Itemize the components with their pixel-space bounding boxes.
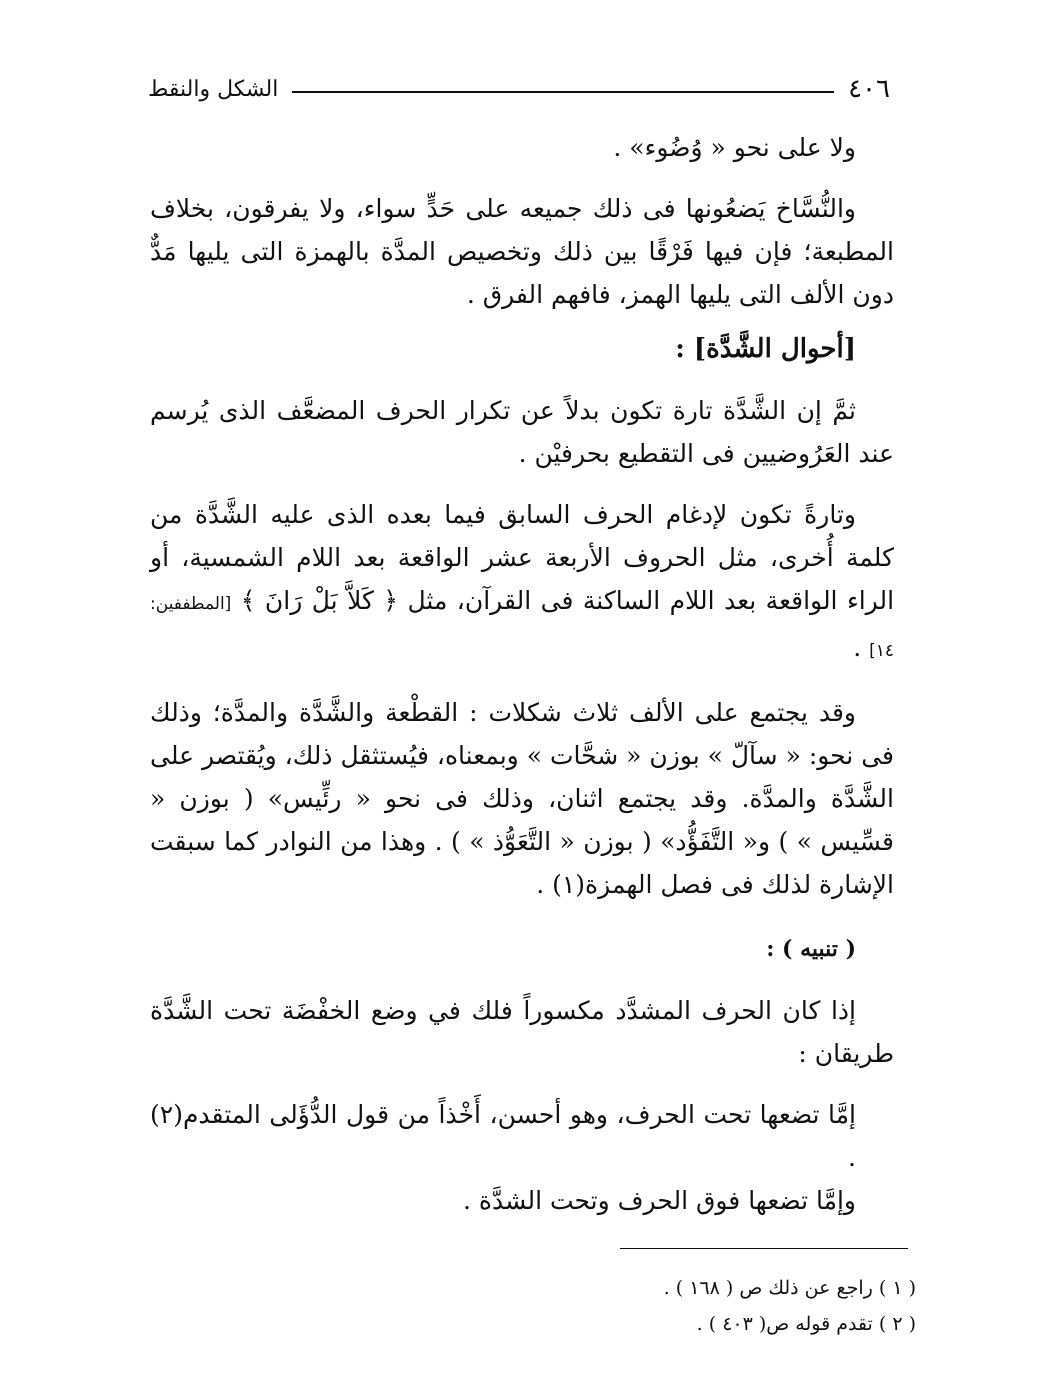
footnote-2: ( ٢ ) تقدم قوله ص( ٤٠٣ ) .: [696, 1313, 916, 1335]
paragraph-2: والنُّسَّاخ يَضعُونها فى ذلك جميعه على حَدٍّ سواء، ولا يفرقون، بخلاف المطبعة؛ فإن فيها فَرْقًا بين ذلك وتخصيص المدَّة بالهمزة التى يليها مَدٌّ دون الألف التى يليها الهمز، فافهم الفرق .: [150, 194, 894, 309]
footnote-rule: [620, 1248, 908, 1249]
body-text: [150, 126, 894, 1222]
paragraph-5: وقد يجتمع على الألف ثلاث شكلات : القطْعة والشَّدَّة والمدَّة؛ وذلك فى نحو: « سآلّ » بوزن « شحَّات » وبمعناه، فيُستثقل ذلك، ويُقتصر على الشَّدَّة والمدَّة. وقد يجتمع اثنان، وذلك فى نحو « رئِّيس» ( بوزن « قسِّيس » ) و« التَّفَؤُّد» ( بوزن « التَّعَوُّذ » ) . وهذا من النوادر كما سبقت الإشارة لذلك فى فصل الهمزة(١) .: [150, 698, 894, 899]
paragraph-1: ولا على نحو « وُضُوء» .: [613, 133, 856, 162]
paragraph-4-end: .: [853, 633, 870, 662]
running-title: الشكل والنقط: [148, 76, 279, 102]
footnote-1: ( ١ ) راجع عن ذلك ص ( ١٦٨ ) .: [663, 1277, 916, 1299]
paragraph-4-text: وتارةً تكون لإدغام الحرف السابق فيما بعده الذى عليه الشَّدَّة من كلمة أُخرى، مثل الحروف الأربعة عشر الواقعة بعد اللام الشمسية، أو الراء الواقعة بعد اللام الساكنة فى القرآن، مثل: [150, 500, 895, 615]
page-number: ٤٠٦: [848, 74, 890, 104]
quran-reference: [المطففين: ١٤]: [150, 594, 894, 661]
paragraph-6: إذا كان الحرف المشدَّد مكسوراً فلك في وضع الخفْضَة تحت الشَّدَّة طريقان :: [150, 996, 894, 1068]
footnotes: [500, 1270, 916, 1342]
quran-quote: ﴿ كَلاَّ بَلْ رَانَ ﴾: [240, 586, 398, 615]
header-rule: [292, 91, 834, 93]
paragraph-4: [150, 493, 894, 673]
paragraph-8: وإمَّا تضعها فوق الحرف وتحت الشدَّة .: [463, 1186, 856, 1215]
section-heading-shadda: [أحوال الشَّدَّة] :: [675, 334, 856, 364]
paragraph-7: إمَّا تضعها تحت الحرف، وهو أحسن، أَخْذاً من قول الدُّؤَلى المتقدم(٢) .: [150, 1100, 856, 1172]
section-heading-note: ( تنبيه ) :: [766, 936, 856, 962]
running-head: [148, 66, 890, 112]
paragraph-3: ثمَّ إن الشَّدَّة تارة تكون بدلاً عن تكرار الحرف المضعَّف الذى يُرسم عند العَرُوضيين فى التقطيع بحرفيْن .: [150, 396, 894, 468]
